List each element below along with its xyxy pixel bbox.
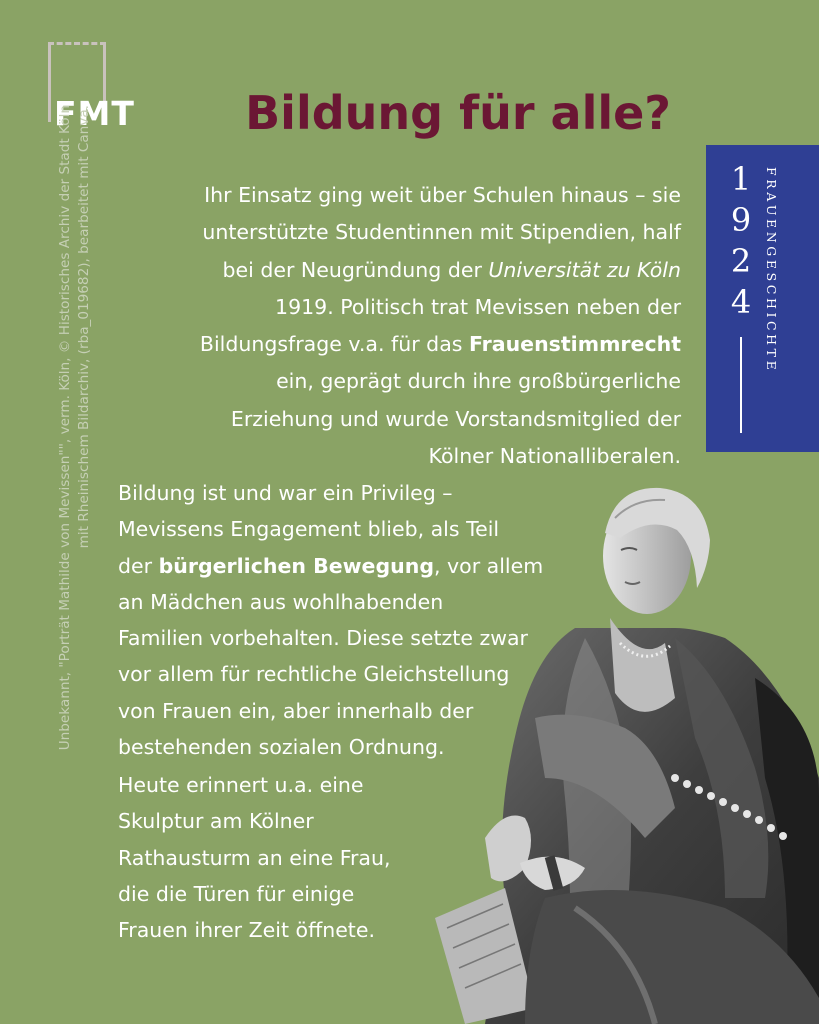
text-line: Mevissens Engagement blieb, als Teil — [118, 517, 500, 542]
logo-text: FMT — [54, 94, 135, 133]
year-digit: 1 — [730, 160, 752, 198]
badge-label: FRAUENGESCHICHTE — [764, 167, 779, 374]
text-segment: der — [118, 553, 159, 578]
text-line: vor allem für rechtliche Gleichstellung — [118, 662, 510, 687]
text-line: Kölner Nationalliberalen. — [428, 444, 681, 469]
year-digits — [726, 159, 756, 323]
page-title: Bildung für alle? — [245, 86, 671, 140]
text-line: Familien vorbehalten. Diese setzte zwar — [118, 626, 528, 651]
emphasis-frauenstimmrecht: Frauenstimmrecht — [468, 332, 681, 357]
university-name: Universität zu Köln — [488, 257, 681, 282]
paragraph-3 — [118, 767, 458, 948]
text-line: Frauen ihrer Zeit öffnete. — [118, 918, 375, 943]
year-digit: 4 — [730, 283, 752, 321]
text-line — [118, 252, 681, 289]
credit-line-1: Unbekannt, "Porträt Mathilde von Mevissen"", verm. Köln, © Historisches Archiv der Stadt Köln — [57, 105, 73, 751]
text-line: an Mädchen aus wohlhabenden — [118, 589, 444, 614]
text-line: ein, geprägt durch ihre großbürgerliche — [276, 369, 681, 394]
text-line: die die Türen für einige — [118, 881, 355, 906]
year-underline — [740, 337, 742, 433]
text-line: unterstützte Studentinnen mit Stipendien, half — [202, 220, 681, 245]
text-segment: , vor allem — [434, 553, 544, 578]
year-badge — [706, 145, 819, 452]
text-line: Skulptur am Kölner — [118, 809, 314, 834]
text-line — [118, 326, 681, 363]
portrait-photo — [425, 478, 819, 1024]
text-segment: Bildungsfrage v.a. für das — [199, 332, 469, 357]
text-line: bestehenden sozialen Ordnung. — [118, 735, 445, 760]
text-line: Bildung ist und war ein Privileg – — [118, 481, 453, 505]
text-line: 1919. Politisch trat Mevissen neben der — [275, 294, 681, 319]
text-segment: bei der Neugründung der — [222, 257, 489, 282]
credit-line-2: mit Rheinischem Bildarchiv, (rba_019682), bearbeitet mit Canva. — [76, 105, 92, 549]
text-line: Erziehung und wurde Vorstandsmitglied der — [230, 406, 681, 431]
emphasis-buergerliche-bewegung: bürgerlichen Bewegung — [158, 553, 434, 578]
text-line: Rathausturm an eine Frau, — [118, 845, 391, 870]
year-digit: 9 — [730, 201, 752, 239]
text-line: Heute erinnert u.a. eine — [118, 773, 364, 797]
text-line: von Frauen ein, aber innerhalb der — [118, 698, 474, 723]
text-line: Ihr Einsatz ging weit über Schulen hinaus – sie — [204, 183, 681, 207]
paragraph-1 — [118, 177, 681, 475]
image-credit — [56, 105, 94, 905]
year-digit: 2 — [730, 242, 752, 280]
